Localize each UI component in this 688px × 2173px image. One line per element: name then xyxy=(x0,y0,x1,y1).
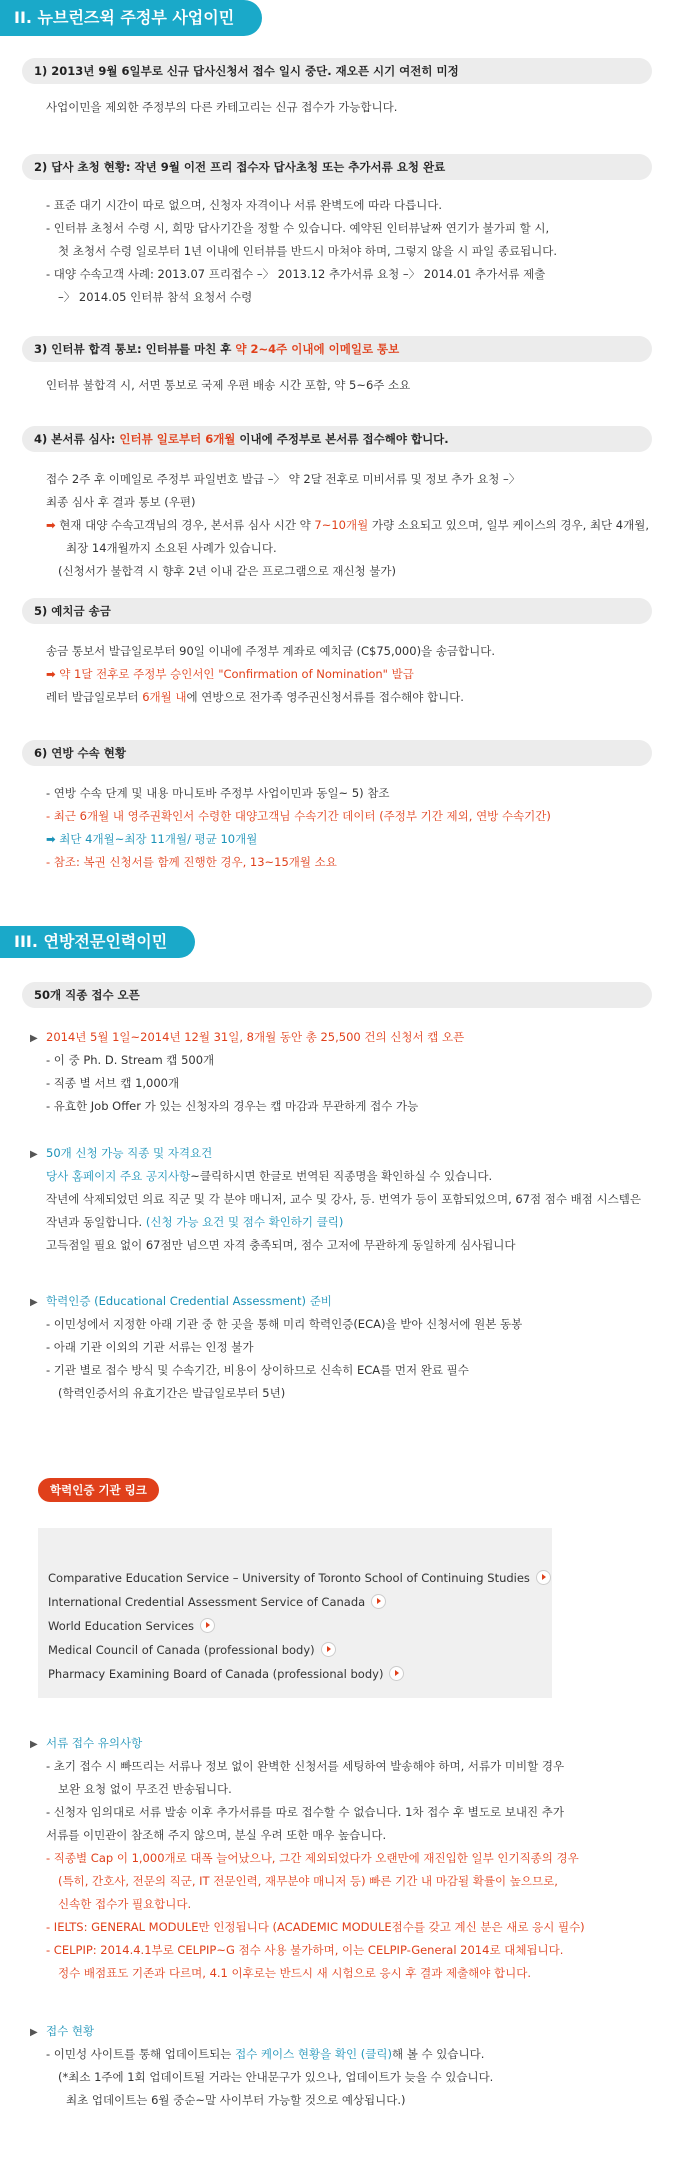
eca-links-box xyxy=(38,1528,552,1698)
heading-6: 6) 연방 수속 현황 xyxy=(22,740,652,766)
block-6 xyxy=(46,782,666,874)
text: ~클릭하시면 한글로 번역된 직종명을 확인하실 수 있습니다. xyxy=(190,1169,493,1183)
eca-link-2[interactable] xyxy=(48,1590,551,1614)
block-cap xyxy=(30,1026,666,1118)
text-highlight: 정수 배점표도 기존과 다르며, 4.1 이후로는 반드시 새 시험으로 응시 후 결과 제출해야 합니다. xyxy=(58,1966,532,1980)
heading-1: 1) 2013년 9월 6일부로 신규 답사신청서 접수 일시 중단. 재오픈 시기 여전히 미정 xyxy=(22,58,652,84)
link-arrow-icon[interactable] xyxy=(200,1618,215,1633)
bullet-title: 2014년 5월 1일~2014년 12월 31일, 8개월 동안 총 25,500 건의 신청서 캡 오픈 xyxy=(46,1030,465,1044)
text: - 인터뷰 초청서 수령 시, 희망 답사기간을 정할 수 있습니다. 예약된 인터뷰날짜 연기가 불가피 할 시, xyxy=(46,221,550,235)
eca-link-4[interactable] xyxy=(48,1638,551,1662)
block-notes xyxy=(30,1732,666,1985)
text: 서류를 이민관이 참조해 주지 않으며, 분실 우려 또한 매우 높습니다. xyxy=(46,1828,387,1842)
bullet-title: 50개 신청 가능 직종 및 자격요건 xyxy=(46,1146,213,1160)
heading-4 xyxy=(22,426,652,452)
text: 최초 업데이트는 6월 중순~말 사이부터 가능할 것으로 예상됩니다.) xyxy=(66,2093,406,2107)
link-text[interactable]: Comparative Education Service – University of Toronto School of Continuing Studies xyxy=(48,1571,530,1585)
link-text[interactable]: Medical Council of Canada (professional body) xyxy=(48,1643,315,1657)
text-highlight: 최단 4개월~최장 11개월/ 평균 10개월 xyxy=(55,832,258,846)
text: 보완 요청 없이 무조건 반송됩니다. xyxy=(58,1782,232,1796)
text: - 이민성 사이트를 통해 업데이트되는 xyxy=(46,2047,236,2061)
block-3 xyxy=(46,374,666,397)
text-highlight: 6개월 내 xyxy=(142,690,187,704)
link-arrow-icon[interactable] xyxy=(371,1594,386,1609)
text: 사업이민을 제외한 주정부의 다른 카테고리는 신규 접수가 가능합니다. xyxy=(46,100,398,114)
link-arrow-icon[interactable] xyxy=(536,1570,551,1585)
text-highlight: - 직종별 Cap 이 1,000개로 대폭 늘어났으나, 그간 제외되었다가 오랜만에 재진입한 일부 인기직종의 경우 xyxy=(46,1851,579,1865)
text: 고득점일 필요 없이 67점만 넘으면 자격 충족되며, 점수 고저에 무관하게 동일하게 심사됩니다 xyxy=(46,1238,516,1252)
section-title-2: II. 뉴브런즈윅 주정부 사업이민 xyxy=(0,0,262,36)
link-text[interactable]: Pharmacy Examining Board of Canada (professional body) xyxy=(48,1667,384,1681)
heading-3-highlight: 약 2~4주 이내에 이메일로 통보 xyxy=(235,342,400,356)
text: 작년과 동일합니다. xyxy=(46,1215,146,1229)
block-4 xyxy=(46,468,666,583)
text-highlight: 7~10개월 xyxy=(314,518,369,532)
text: 접수 2주 후 이메일로 주정부 파일번호 발급 –〉 약 2달 전후로 미비서류 및 정보 추가 요청 –〉 xyxy=(46,472,521,486)
text: 현재 대양 수속고객님의 경우, 본서류 심사 시간 약 xyxy=(55,518,315,532)
text: - 유효한 Job Offer 가 있는 신청자의 경우는 캡 마감과 무관하게 접수 가능 xyxy=(46,1099,419,1113)
text: 작년에 삭제되었던 의료 직군 및 각 분야 매니저, 교수 및 강사, 등. 번역가 등이 포함되었으며, 67점 점수 배점 시스템은 xyxy=(46,1192,641,1206)
bullet-title: 학력인증 (Educational Credential Assessment) 준비 xyxy=(46,1294,332,1308)
text-highlight: (특히, 간호사, 전문의 직군, IT 전문인력, 재무분야 매니저 등) 빠른 기간 내 마감될 확률이 높으므로, xyxy=(58,1874,558,1888)
triangle-bullet-icon: ▶ xyxy=(30,1033,38,1044)
text: - 이 중 Ph. D. Stream 캡 500개 xyxy=(46,1053,215,1067)
text: - 아래 기관 이외의 기관 서류는 인정 불가 xyxy=(46,1340,254,1354)
text-highlight: - IELTS: GENERAL MODULE만 인정됩니다 (ACADEMIC MODULE점수를 갖고 계신 분은 새로 응시 필수) xyxy=(46,1920,585,1934)
heading-open: 50개 직종 접수 오픈 xyxy=(22,982,652,1008)
text: - 이민성에서 지정한 아래 기관 중 한 곳을 통해 미리 학력인증(ECA)을 받아 신청서에 원본 동봉 xyxy=(46,1317,523,1331)
red-right-arrow-icon: ➡ xyxy=(46,667,56,681)
text-highlight: - 참조: 복권 신청서를 함께 진행한 경우, 13~15개월 소요 xyxy=(46,855,337,869)
heading-4-text: 4) 본서류 심사: xyxy=(34,432,120,446)
block-eca xyxy=(30,1290,666,1405)
text: - 초기 접수 시 빠뜨리는 서류나 정보 없이 완벽한 신청서를 세팅하여 발송해야 하며, 서류가 미비할 경우 xyxy=(46,1759,565,1773)
eca-links-title: 학력인증 기관 링크 xyxy=(38,1478,159,1502)
triangle-bullet-icon: ▶ xyxy=(30,1297,38,1308)
text: - 연방 수속 단계 및 내용 마니토바 주정부 사업이민과 동일~ 5) 참조 xyxy=(46,786,390,800)
text: 첫 초청서 수령 일로부터 1년 이내에 인터뷰를 반드시 마쳐야 하며, 그렇지 않을 시 파일 종료됩니다. xyxy=(58,244,558,258)
link-arrow-icon[interactable] xyxy=(389,1666,404,1681)
block-status xyxy=(30,2020,666,2112)
heading-5: 5) 예치금 송금 xyxy=(22,598,652,624)
text: - 대양 수속고객 사례: 2013.07 프리접수 –〉 2013.12 추가서류 요청 –〉 2014.01 추가서류 제출 xyxy=(46,267,546,281)
link-text[interactable]: World Education Services xyxy=(48,1619,195,1633)
link-text[interactable]: International Credential Assessment Service of Canada xyxy=(48,1595,366,1609)
text-highlight: - CELPIP: 2014.4.1부로 CELPIP~G 점수 사용 불가하며, 이는 CELPIP-General 2014로 대체됩니다. xyxy=(46,1943,564,1957)
text: - 기관 별로 접수 방식 및 수속기간, 비용이 상이하므로 신속히 ECA를 먼저 완료 필수 xyxy=(46,1363,469,1377)
text: 레터 발급일로부터 xyxy=(46,690,143,704)
eca-link-5[interactable] xyxy=(48,1662,551,1686)
section-title-3: III. 연방전문인력이민 xyxy=(0,926,195,958)
block-5 xyxy=(46,640,666,709)
text-highlight: 신속한 접수가 필요합니다. xyxy=(58,1897,192,1911)
text: 송금 통보서 발급일로부터 90일 이내에 주정부 계좌로 예치금 (C$75,000)을 송금합니다. xyxy=(46,644,496,658)
text: - 직종 별 서브 캡 1,000개 xyxy=(46,1076,180,1090)
text-highlight: - 최근 6개월 내 영주권확인서 수령한 대양고객님 수속기간 데이터 (주정부 기간 제외, 연방 수속기간) xyxy=(46,809,551,823)
bullet-title: 접수 현황 xyxy=(46,2024,95,2038)
heading-3-text: 3) 인터뷰 합격 통보: 인터뷰를 마친 후 xyxy=(34,342,236,356)
heading-4-highlight: 인터뷰 일로부터 6개월 xyxy=(119,432,236,446)
text: (*최소 1주에 1회 업데이트될 거라는 안내문구가 있으나, 업데이트가 늦을 수 있습니다. xyxy=(58,2070,494,2084)
notice-link[interactable]: 당사 홈페이지 주요 공지사항 xyxy=(46,1169,191,1183)
heading-3 xyxy=(22,336,652,362)
link-arrow-icon[interactable] xyxy=(321,1642,336,1657)
triangle-bullet-icon: ▶ xyxy=(30,2027,38,2038)
requirements-link[interactable]: (신청 가능 요건 및 점수 확인하기 클릭) xyxy=(145,1215,344,1229)
block-1 xyxy=(46,96,666,119)
red-right-arrow-icon: ➡ xyxy=(46,518,56,532)
bullet-title: 서류 접수 유의사항 xyxy=(46,1736,143,1750)
text: 에 연방으로 전가족 영주권신청서류를 접수해야 합니다. xyxy=(186,690,464,704)
eca-link-1[interactable] xyxy=(48,1566,551,1590)
text: - 표준 대기 시간이 따로 없으며, 신청자 자격이나 서류 완벽도에 따라 다릅니다. xyxy=(46,198,443,212)
text-highlight: 약 1달 전후로 주정부 승인서인 "Confirmation of Nomination" 발급 xyxy=(55,667,414,681)
text: (학력인증서의 유효기간은 발급일로부터 5년) xyxy=(58,1386,286,1400)
triangle-bullet-icon: ▶ xyxy=(30,1149,38,1160)
block-occupations xyxy=(30,1142,666,1257)
text: 최장 14개월까지 소요된 사례가 있습니다. xyxy=(66,541,277,555)
eca-link-3[interactable] xyxy=(48,1614,551,1638)
block-2 xyxy=(46,194,666,309)
heading-4-tail: 이내에 주정부로 본서류 접수해야 합니다. xyxy=(235,432,449,446)
text: (신청서가 불합격 시 향후 2년 이내 같은 프로그램으로 재신청 불가) xyxy=(58,564,397,578)
text: 최종 심사 후 결과 통보 (우편) xyxy=(46,495,196,509)
text: - 신청자 임의대로 서류 발송 이후 추가서류를 따로 접수할 수 없습니다. 1차 접수 후 별도로 보내진 추가 xyxy=(46,1805,564,1819)
case-status-link[interactable]: 접수 케이스 현황을 확인 (클릭) xyxy=(235,2047,392,2061)
blue-right-arrow-icon: ➡ xyxy=(46,832,56,846)
triangle-bullet-icon: ▶ xyxy=(30,1739,38,1750)
text: 가량 소요되고 있으며, 일부 케이스의 경우, 최단 4개월, xyxy=(368,518,650,532)
text: –〉 2014.05 인터뷰 참석 요청서 수령 xyxy=(58,290,253,304)
text: 해 볼 수 있습니다. xyxy=(391,2047,485,2061)
heading-2: 2) 답사 초청 현황: 작년 9월 이전 프리 접수자 답사초청 또는 추가서류 요청 완료 xyxy=(22,154,652,180)
text: 인터뷰 불합격 시, 서면 통보로 국제 우편 배송 시간 포함, 약 5~6주 소요 xyxy=(46,378,411,392)
